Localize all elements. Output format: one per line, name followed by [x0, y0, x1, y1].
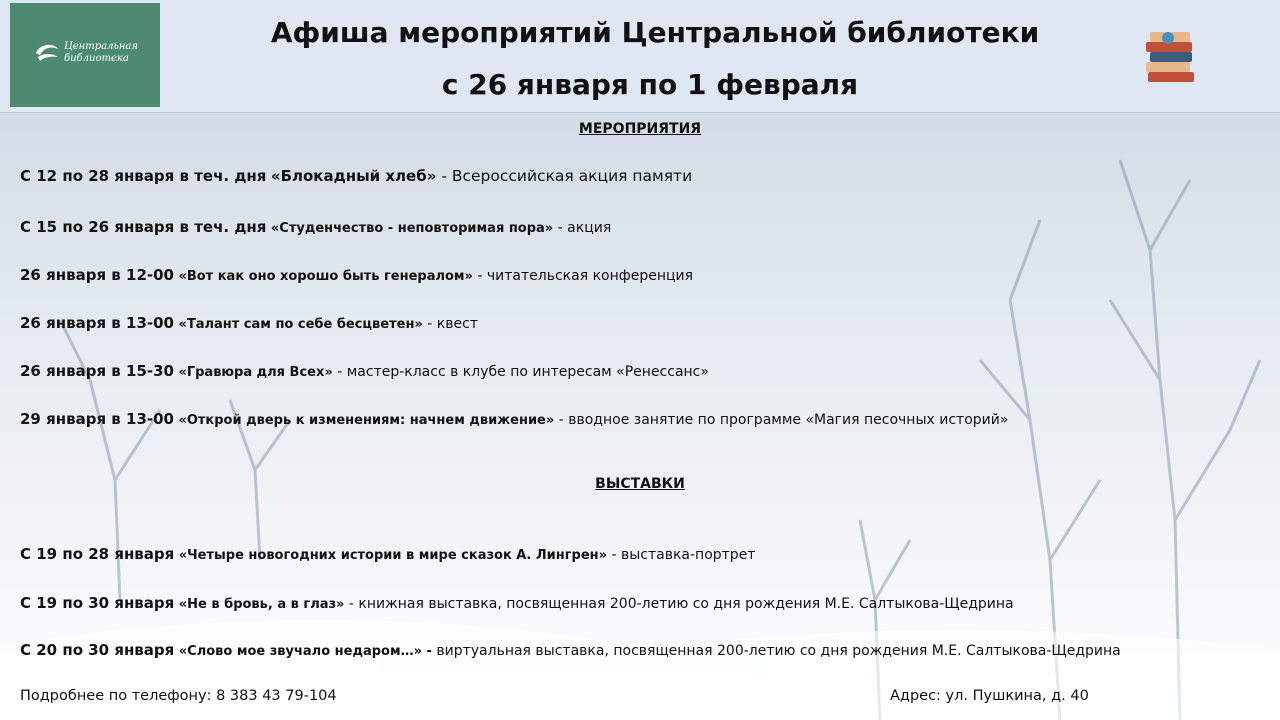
event-name: «Вот как оно хорошо быть генералом»	[178, 269, 473, 284]
event-name: «Студенчество - неповторимая пора»	[270, 221, 554, 236]
event-date: 26 января в 13-00	[20, 314, 174, 332]
library-logo	[10, 3, 160, 107]
event-date: 29 января в 13-00	[20, 410, 174, 428]
exhibition-description: - книжная выставка, посвященная 200-летию со дня рождения М.Е. Салтыкова-Щедрина	[344, 596, 1014, 612]
exhibition-row	[20, 544, 1270, 566]
contact-phone: Подробнее по телефону: 8 383 43 79-104	[20, 688, 337, 704]
events-heading: МЕРОПРИЯТИЯ	[578, 121, 702, 137]
exhibition-description: виртуальная выставка, посвященная 200-летию со дня рождения М.Е. Салтыкова-Щедрина	[431, 643, 1121, 659]
event-row	[20, 361, 1270, 383]
event-row	[20, 217, 1270, 239]
event-description: - вводное занятие по программе «Магия песочных историй»	[554, 412, 1009, 428]
event-name: «Талант сам по себе бесцветен»	[178, 317, 423, 332]
event-name: «Блокадный хлеб»	[270, 167, 437, 185]
event-row	[20, 265, 1270, 287]
header-bar	[0, 0, 1280, 113]
date-range-title: с 26 января по 1 февраля	[441, 68, 859, 101]
book-stack-icon	[1140, 24, 1200, 86]
book-swoosh-icon	[32, 41, 62, 63]
event-row	[20, 166, 1270, 187]
logo-text-line1: Центральная	[64, 41, 139, 52]
event-date: 26 января в 15-30	[20, 362, 174, 380]
exhibitions-heading: ВЫСТАВКИ	[595, 476, 685, 492]
exhibition-name: «Слово мое звучало недаром…» -	[178, 644, 432, 659]
event-date: С 15 по 26 января в теч. дня	[20, 218, 267, 236]
page-title: Афиша мероприятий Центральной библиотеки	[270, 16, 1040, 49]
event-description: - акция	[553, 220, 612, 236]
library-address: Адрес: ул. Пушкина, д. 40	[890, 688, 1089, 704]
event-description: - читательская конференция	[472, 268, 694, 284]
exhibition-description: - выставка-портрет	[607, 547, 756, 563]
exhibition-date: С 19 по 30 января	[20, 594, 175, 612]
event-description: - Всероссийская акция памяти	[436, 167, 693, 185]
event-description: - квест	[422, 316, 478, 332]
exhibition-date: С 19 по 28 января	[20, 545, 175, 563]
event-name: «Гравюра для Всех»	[178, 365, 333, 380]
exhibition-row	[20, 640, 1270, 662]
event-row	[20, 409, 1270, 431]
event-date: С 12 по 28 января в теч. дня	[20, 167, 267, 185]
exhibition-date: С 20 по 30 января	[20, 641, 175, 659]
event-date: 26 января в 12-00	[20, 266, 174, 284]
exhibition-name: «Четыре новогодних истории в мире сказок А. Лингрен»	[178, 548, 608, 563]
logo-text-line2: библиотека	[64, 53, 129, 64]
event-row	[20, 313, 1270, 335]
event-description: - мастер-класс в клубе по интересам «Ренессанс»	[332, 364, 709, 380]
event-name: «Открой дверь к изменениям: начнем движение»	[178, 413, 555, 428]
exhibition-row	[20, 593, 1270, 615]
exhibition-name: «Не в бровь, а в глаз»	[178, 597, 345, 612]
